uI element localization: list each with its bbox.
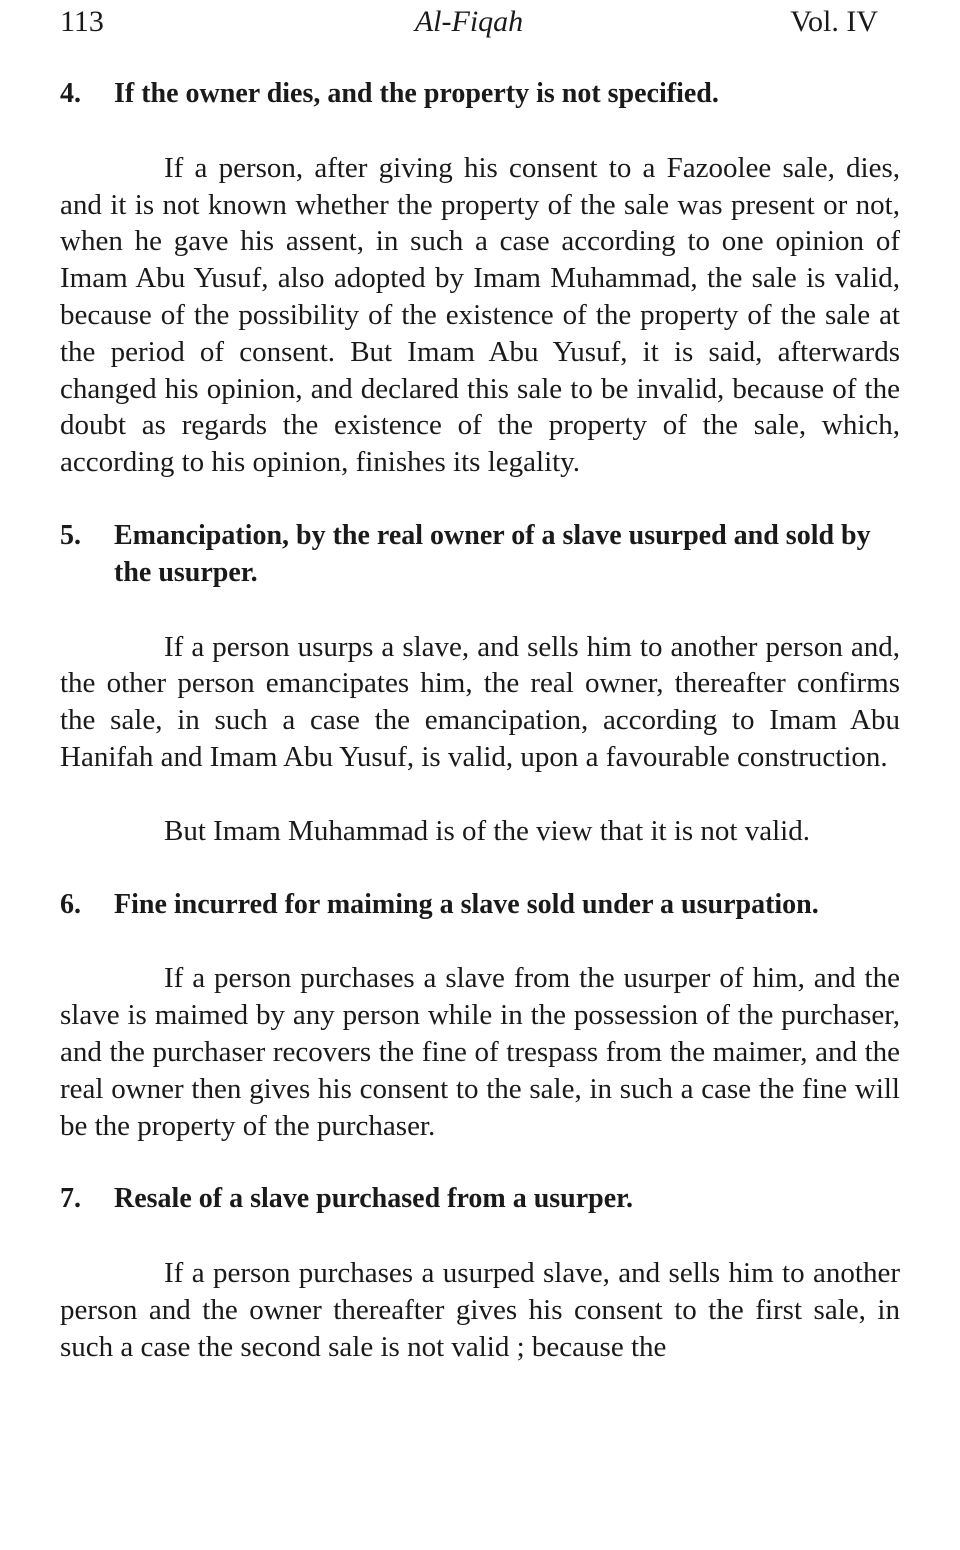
page-number: 113 — [60, 5, 104, 38]
paragraph: If a person, after giving his consent to a Fazoolee sale, dies, and it is not known whether the property of the sale was present or not, when he gave his assent, in such a case according to one opinion of Imam Abu Yusuf, also adopted by Imam Muhammad, the sale is valid, because of the possibility of the existence of the property of the sale at the period of consent. But Imam Abu Yusuf, it is said, afterwards changed his opinion, and declared this sale to be invalid, because of the doubt as regards the existence of the property of the sale, which, according to his opinion, finishes its legality. — [60, 151, 900, 479]
paragraph: If a person purchases a slave from the usurper of him, and the slave is maimed by any person while in the possession of the purchaser, and the purchaser recovers the fine of trespass from the maimer, and the real owner then gives his consent to the sale, in such a case the fine will be the property of the purchaser. — [60, 962, 900, 1142]
section-heading-7 — [60, 1181, 900, 1218]
section-number: 6. — [60, 888, 81, 920]
section-title: If the owner dies, and the property is not specified. — [114, 78, 719, 109]
section-number: 7. — [60, 1183, 81, 1215]
section-title: Fine incurred for maiming a slave sold under a usurpation. — [114, 888, 819, 920]
section-heading-6 — [60, 887, 900, 924]
page-body — [60, 76, 900, 1366]
volume-label: Vol. IV — [790, 5, 878, 38]
running-header — [60, 2, 878, 42]
book-title: Al-Fiqah — [414, 5, 524, 38]
section-title: Resale of a slave purchased from a usurper. — [114, 1183, 634, 1215]
section-title: Emancipation, by the real owner of a slave usurped and sold by the usurper. — [114, 519, 871, 588]
section-heading-4 — [60, 76, 900, 113]
paragraph: If a person usurps a slave, and sells him to another person and, the other person emancipates him, the real owner, thereafter confirms the sale, in such a case the emancipation, according to Imam Abu Hanifah and Imam Abu Yusuf, is valid, upon a favourable construction. — [60, 630, 900, 773]
section-heading-5 — [60, 518, 900, 592]
paragraph: If a person purchases a usurped slave, and sells him to another person and the owner thereafter gives his consent to the first sale, in such a case the second sale is not valid ; because the — [60, 1257, 900, 1363]
paragraph: But Imam Muhammad is of the view that it is not valid. — [164, 814, 810, 847]
section-number: 4. — [60, 78, 81, 109]
section-number: 5. — [60, 519, 81, 551]
